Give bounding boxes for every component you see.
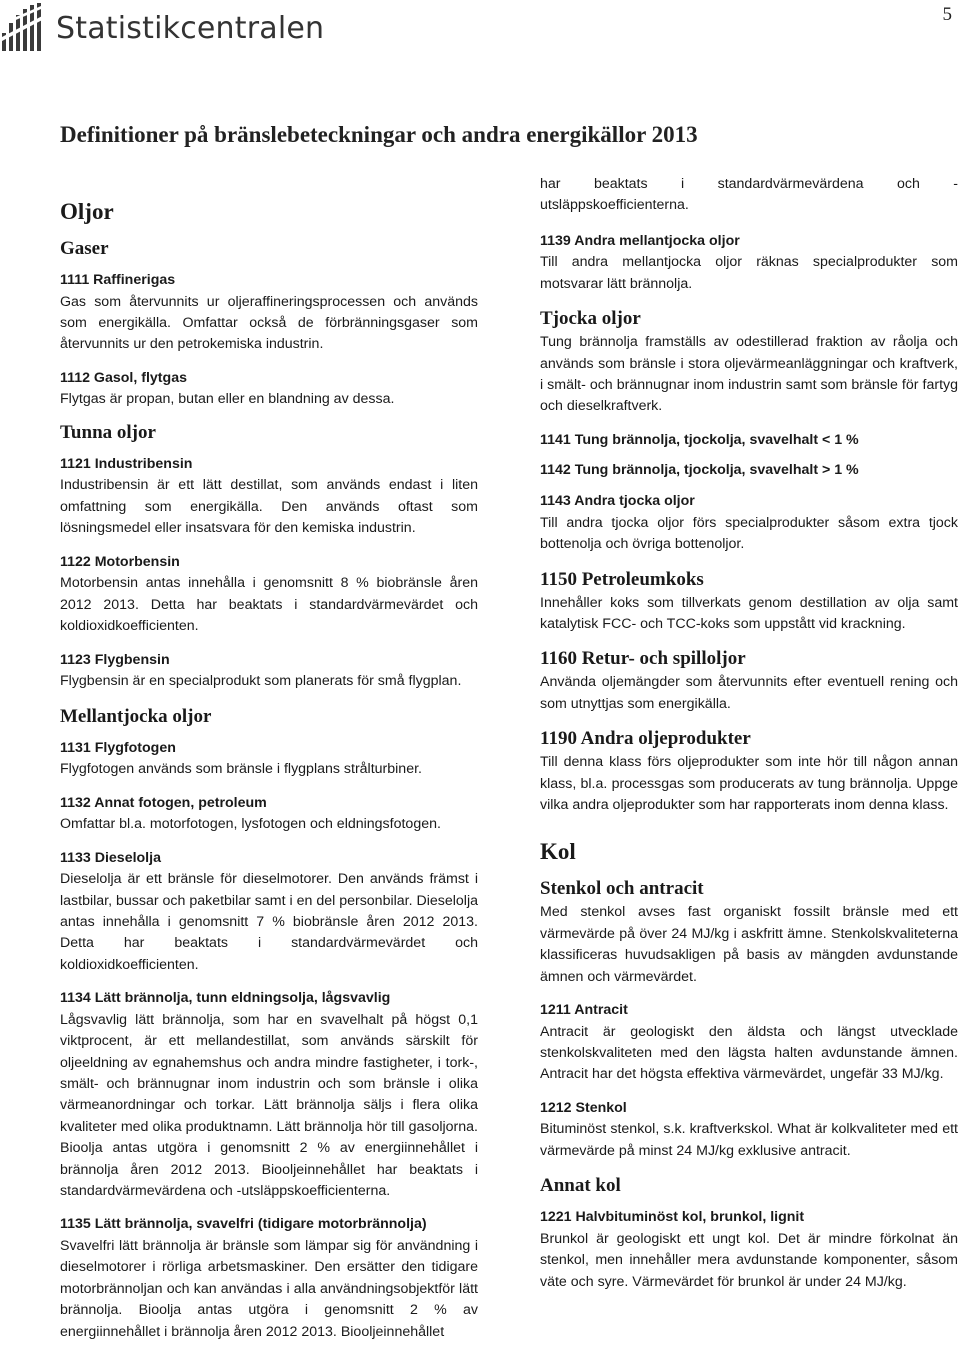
- item-text-1190: Till denna klass förs oljeprodukter som inte hör till någon annan klass, bl.a. processgas som producerats av tung brännolja. Uppge vilka andra oljeprodukter som har rapporterats inom denna klass.: [540, 754, 958, 813]
- item-title-1141: 1141 Tung brännolja, tjockolja, svavelhalt < 1 %: [540, 431, 859, 448]
- item-text-1221: Brunkol är geologiskt ett ungt kol. Det är mindre förkolnat än stenkol, men innehåller mera avdunstande komponenter, såsom väte och syre. Värmevärdet för brunkol är under 24 MJ/kg.: [540, 1230, 958, 1290]
- item-text-1211: Antracit är geologiskt den äldsta och längst utvecklade stenkolskvaliteten med den lägsta halten avdunstande ämnen. Antracit har det högsta effektiva värmevärdet, ungefär 33 MJ/kg.: [540, 1023, 958, 1083]
- section-heading-kol: Kol: [540, 839, 576, 865]
- section-heading-stenkol: Stenkol och antracit: [540, 878, 704, 900]
- item-title-1211: 1211 Antracit: [540, 1001, 628, 1018]
- item-title-1142: 1142 Tung brännolja, tjockolja, svavelhalt > 1 %: [540, 462, 859, 479]
- item-title-1132: 1132 Annat fotogen, petroleum: [60, 794, 267, 811]
- item-text-1111: Gas som återvunnits ur oljeraffineringsprocessen och används som energikälla. Omfattar också de förbränningsgaser som återvunnits ur den petrokemiska industrin.: [60, 293, 478, 353]
- item-title-1135: 1135 Lätt brännolja, svavelfri (tidigare motorbrännolja): [60, 1216, 427, 1233]
- item-text-1150: Innehåller koks som tillverkats genom destillation av olja samt katalytisk FCC- och TCC-koks som uppstått vid krackning.: [540, 594, 958, 632]
- item-title-1160: 1160 Retur- och spilloljor: [540, 648, 746, 670]
- statistikcentralen-logo-icon: [2, 3, 48, 53]
- item-text-1212: Bituminöst stenkol, s.k. kraftverkskol. What är kolkvaliteter med ett värmevärde på minst 24 MJ/kg exklusive antracit.: [540, 1121, 958, 1159]
- item-title-1123: 1123 Flygbensin: [60, 651, 170, 668]
- brand-name: Statistikcentralen: [56, 10, 325, 46]
- item-text-1132: Omfattar bl.a. motorfotogen, lysfotogen och eldningsfotogen.: [60, 816, 441, 833]
- page-number: 5: [942, 4, 952, 25]
- item-text-1135: Svavelfri lätt brännolja är bränsle som lämpar sig för användning i dieselmotorer i rörliga arbetsmaskiner. Den ersätter den tidigare motorbrännoljan och kan användas i alla användningsobjektför lätt brännolja. Bioolja antas utgöra i genomsnitt 2 % av energiinnehållet i brännolja åren 2012 2013. Biooljeinnehållet: [60, 1238, 478, 1340]
- item-text-1112: Flytgas är propan, butan eller en blandning av dessa.: [60, 391, 395, 408]
- item-title-1112: 1112 Gasol, flytgas: [60, 369, 187, 386]
- left-column: [60, 172, 478, 1343]
- continued-text: har beaktats i standardvärmevärdena och -utsläppskoefficienterna.: [540, 176, 958, 214]
- item-title-1150: 1150 Petroleumkoks: [540, 568, 704, 590]
- item-title-1134: 1134 Lätt brännolja, tunn eldningsolja, lågsvavlig: [60, 990, 391, 1007]
- item-text-1139: Till andra mellantjocka oljor räknas specialprodukter som motsvarar lätt brännolja.: [540, 254, 958, 292]
- item-title-1111: 1111 Raffinerigas: [60, 272, 176, 288]
- right-column: [540, 172, 958, 1293]
- item-title-1133: 1133 Dieselolja: [60, 849, 161, 866]
- item-text-1121: Industribensin är ett lätt destillat, som används endast i liten omfattning som energikälla. Den används oftast som lösningsmedel eller insatsvara för den kemiska industrin.: [60, 477, 478, 537]
- stenkol-text: Med stenkol avses fast organiskt fossilt bränsle med ett värmevärde på över 24 MJ/kg i askfritt ämne. Stenkolskvaliteterna klassificeras huvudsakligen på basis av mängden avdunstande ämnen och värmevärdet.: [540, 904, 958, 985]
- item-text-1131: Flygfotogen används som bränsle i flygplans strålturbiner.: [60, 761, 422, 778]
- item-text-1133: Dieselolja är ett bränsle för dieselmotorer. Den används främst i lastbilar, bussar och paketbilar samt i en del personbilar. Dieselolja antas innehålla i genomsnitt 7 % biobränsle åren 2012 2013. Detta har beaktats i standardvärmevärdet och koldioxidkoefficienten.: [60, 871, 478, 973]
- item-text-1134: Lågsvavlig lätt brännolja, som har en svavelhalt på högst 0,1 viktprocent, är ett mellandestillat, som används särskilt för oljeeldning av egnahemshus och andra mindre fastigheter, i tork-, smält- och brännugnar inom industrin och som bränsle i olika värmeanordningar och torkar. Lätt brännolja säljs i flera olika kvaliteter med olika produktnamn. Lätt brännolja hör till gasoljorna. Bioolja antas utgöra i genomsnitt 2 % av energiinnehållet i brännolja åren 2012 2013. Biooljeinnehållet har beaktats i standardvärmevärdena och -utsläppskoefficienterna.: [60, 1011, 478, 1200]
- document-title: Definitioner på bränslebeteckningar och andra energikällor 2013: [60, 122, 698, 147]
- section-heading-annat-kol: Annat kol: [540, 1175, 621, 1197]
- item-title-1122: 1122 Motorbensin: [60, 553, 180, 570]
- item-title-1139: 1139 Andra mellantjocka oljor: [540, 232, 740, 249]
- section-heading-gaser: Gaser: [60, 238, 109, 259]
- item-title-1121: 1121 Industribensin: [60, 455, 193, 472]
- item-title-1221: 1221 Halvbituminöst kol, brunkol, lignit: [540, 1209, 805, 1226]
- item-text-1123: Flygbensin är en specialprodukt som planerats för små flygplan.: [60, 673, 462, 690]
- section-heading-oljor: Oljor: [60, 199, 114, 224]
- item-title-1212: 1212 Stenkol: [540, 1099, 627, 1116]
- item-text-1160: Använda oljemängder som återvunnits efter eventuell rening och som utnyttjas som energikälla.: [540, 674, 958, 712]
- item-text-1143: Till andra tjocka oljor förs specialprodukter såsom extra tjock bottenolja och övriga bottenoljor.: [540, 514, 958, 553]
- item-text-1122: Motorbensin antas innehålla i genomsnitt 8 % biobränsle åren 2012 2013. Detta har beaktats i standardvärmevärdet och koldioxidkoefficienten.: [60, 575, 478, 635]
- section-heading-tunna-oljor: Tunna oljor: [60, 421, 156, 443]
- item-title-1143: 1143 Andra tjocka oljor: [540, 493, 695, 510]
- item-title-1190: 1190 Andra oljeprodukter: [540, 728, 751, 750]
- section-heading-mellantjocka-oljor: Mellantjocka oljor: [60, 705, 212, 727]
- tjocka-oljor-text: Tung brännolja framställs av odestillerad fraktion av råolja och används som bränsle i stora oljevärmeanläggningar och kraftverk, i smält- och brännugnar inom industrin samt som bränsle för fartyg och dieselkraftverk.: [540, 334, 958, 415]
- section-heading-tjocka-oljor: Tjocka oljor: [540, 308, 641, 330]
- header: [2, 0, 324, 56]
- item-title-1131: 1131 Flygfotogen: [60, 739, 176, 756]
